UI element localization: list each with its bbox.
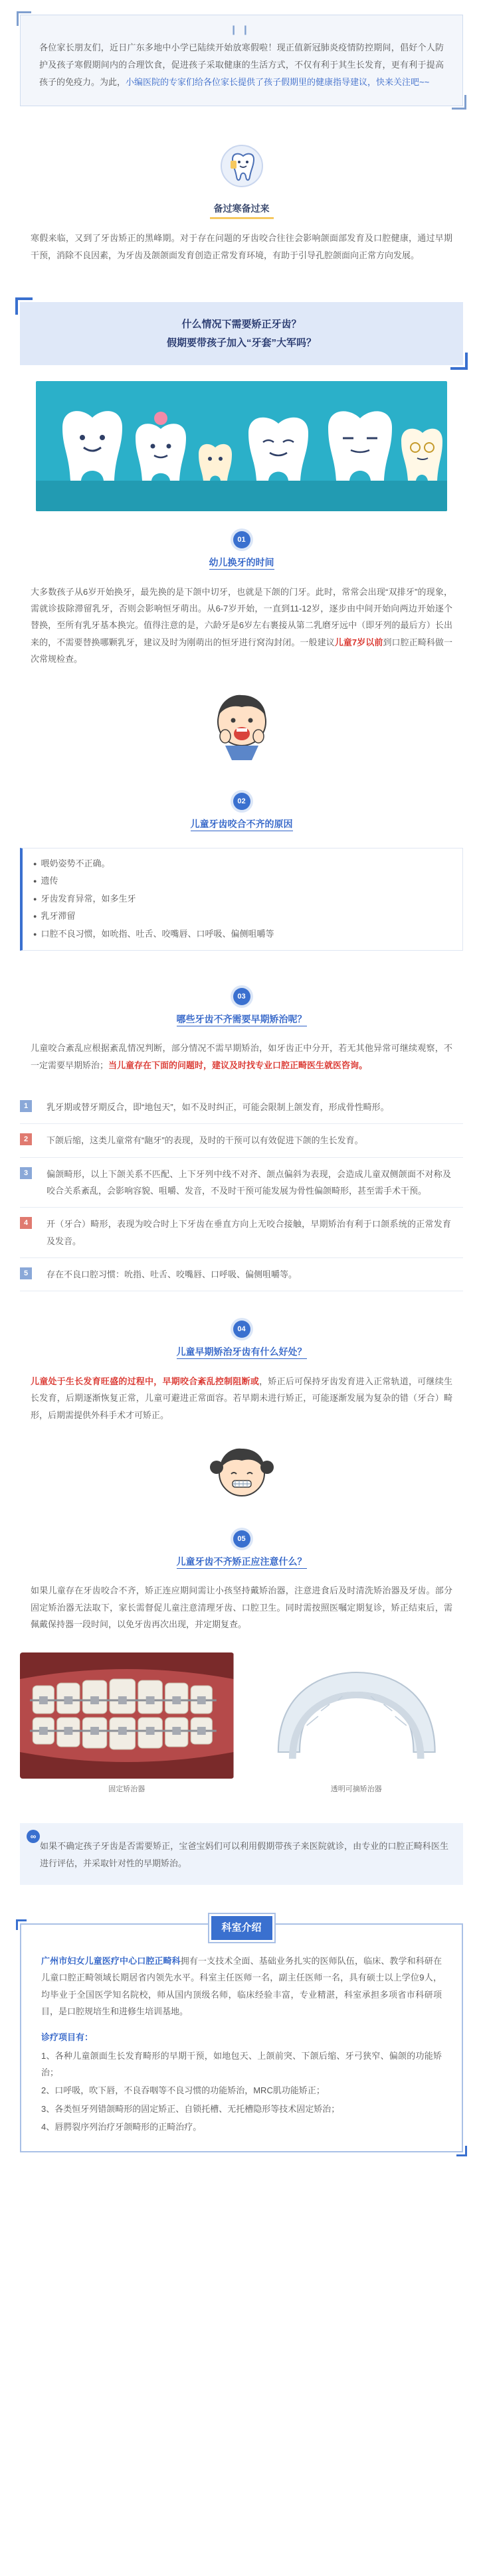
intro-text: 各位家长朋友们，近日广东多地中小学已陆续开始放寒假啦！现正值新冠肺炎疫情防控期间，倡好个人防护及孩子寒假期间内的合理饮食，促进孩子采取健康的生活方式，不仅有利于其生长发育，更有利于提高孩子的免疫力。为此，小编医院的专家们给各位家长提供了孩子假期里的健康指导建议，快来关注吧~~: [39, 42, 444, 87]
list-item: ● 乳牙滞留: [33, 908, 452, 926]
chat-icon: ∞: [27, 1830, 40, 1843]
tip-text: 如果不确定孩子牙齿是否需要矫正，宝爸宝妈们可以利用假期带孩子来医院就诊，由专业的口腔正畸科医生进行评估，并采取针对性的早期矫治。: [40, 1841, 448, 1868]
section-1-heading: [0, 531, 483, 572]
list-item: [20, 1158, 463, 1208]
corner-decoration: [452, 95, 466, 110]
question-line-1: 什么情况下需要矫正牙齿？: [181, 318, 302, 330]
section-5-text: 如果儿童存在牙齿咬合不齐，矫正连应期间需让小孩坚持戴矫治器，注意进食后及时清洗矫治器及牙齿。部分固定矫治器无法取下，家长需督促儿童注意清理牙齿、口腔卫生。同时需按照医嘱定期复诊，矫正结束后，需佩戴保持器一段时间，以免牙齿再次出现，并定期复查。: [31, 1585, 452, 1630]
causes-list: [20, 848, 463, 951]
list-item: 4、唇腭裂序列治疗牙颌畸形的正畸治疗。: [41, 2122, 202, 2133]
badge-text: 寒假来临，又到了牙齿矫正的黑峰期。对于存在问题的牙齿咬合往往会影响颌面部发育及口腔健康，通过早期干预，消除不良因素，为牙齿及颌颌面发育创造正常发育环境，有助于引导孔腔颌面向正常方向发展。: [31, 233, 452, 260]
scope-title: 诊疗项目有：: [41, 2032, 94, 2043]
list-item: 1、各种儿童颌面生长发育畸形的早期干预，如地包天、上颌前突、下颌后缩、牙弓狭窄、偏颌的功能矫治；: [41, 2050, 442, 2078]
corner-decoration: [17, 11, 31, 26]
tooth-figure-icon: [199, 444, 232, 481]
section-3-heading: [0, 988, 483, 1028]
tooth-figure-icon: [62, 411, 122, 481]
clear-aligner-image: [250, 1652, 464, 1779]
list-item: 3、各类恒牙列错颌畸形的固定矫正、自锁托槽、无托槽隐形等技术固定矫治；: [41, 2103, 340, 2114]
item-number: 4: [20, 1217, 32, 1229]
item-text: 开（牙合）畸形，表现为咬合时上下牙齿在垂直方向上无咬合接触，早期矫治有利于口颌系统的正常发育及发音。: [47, 1219, 451, 1246]
item-number: 3: [20, 1167, 32, 1179]
section-4-text: 儿童处于生长发育旺盛的过程中，早期咬合紊乱控制阻断或，矫正后可保持牙齿发育进入正常轨道，可继续生长发育，后期逐渐恢复正常，儿童可避进正常面容。若早期未进行矫正，可能逐渐发展为复杂的错（牙合）畸形，后期需提供外科手术才可矫正。: [31, 1376, 452, 1420]
corner-decoration: [16, 1919, 27, 1930]
section-number: 02: [233, 793, 250, 810]
tooth-figure-icon: [401, 429, 442, 481]
list-item: ● 喂奶姿势不正确。: [33, 855, 452, 873]
list-item: [20, 1091, 463, 1124]
clear-aligner-figure: [250, 1652, 464, 1797]
section-number: 01: [233, 531, 250, 548]
list-item: [20, 1208, 463, 1258]
tooth-figure-icon: [248, 418, 308, 481]
section-title: 儿童牙齿不齐矫正应注意什么？: [0, 1553, 483, 1571]
section-1-text: 大多数孩子从6岁开始换牙，最先换的是下颌中切牙，也就是下颌的门牙。此时，常常会出现“双排牙”的现象，需就诊拔除滞留乳牙，否则会影响恒牙萌出。从6-7岁开始，一直到11-12岁，逐步由中间开始向两边开始逐个替换，至所有乳牙基本换完。值得注意的是，六龄牙是6岁左右裹接从第二乳磨牙远中（即牙列的最后方）长出来的，不需要替换哪颗乳牙，建议及时为刚萌出的恒牙进行窝沟封闭。一般建议儿童7岁以前到口腔正畸科做一次常规检查。: [31, 586, 452, 664]
intro-card: [20, 15, 463, 106]
section-4-heading: [0, 1321, 483, 1361]
list-item: [20, 1124, 463, 1157]
child-mouth-illustration: [0, 687, 483, 773]
problems-list: [0, 1091, 483, 1291]
list-item: ● 口腔不良习惯，如吮指、吐舌、咬嘴唇、口呼吸、偏侧咀嚼等: [33, 926, 452, 943]
tooth-icon: [221, 145, 263, 187]
list-item: 2、口呼吸，吹下唇，不良吞咽等不良习惯的功能矫治，MRC肌功能矫正；: [41, 2085, 325, 2096]
braces-figures: [20, 1652, 463, 1797]
section-number: 03: [233, 988, 250, 1005]
item-text: 偏颌畸形，以上下颌关系不匹配、上下牙列中线不对齐、颌点偏斜为表现，会造成儿童双侧颌面不对称及咬合关系紊乱，会影响容貌、咀嚼、发音，不及时干预可能发展为骨性偏颌畸形，甚至需手术干预。: [47, 1168, 451, 1196]
department-intro: [20, 1923, 463, 2152]
pause-mark-icon: ❙❙: [229, 24, 254, 35]
badge-title: 备过寒备过来: [210, 200, 274, 220]
section-title: 哪些牙齿不齐需要早期矫治呢？: [0, 1010, 483, 1028]
tooth-badge: [0, 145, 483, 264]
list-item: ● 牙齿发育异常，如多生牙: [33, 890, 452, 908]
item-number: 1: [20, 1100, 32, 1112]
figure-caption: 透明可摘矫治器: [330, 1785, 382, 1794]
section-title: 儿童牙齿咬合不齐的原因: [0, 815, 483, 833]
section-5-heading: [0, 1530, 483, 1571]
intro-highlight: 小编医院的专家们给各位家长提供了孩子假期里的健康指导建议，快来关注吧~~: [126, 77, 430, 87]
tooth-figure-icon: [136, 412, 186, 481]
question-banner: [20, 302, 463, 365]
fixed-braces-image: [20, 1652, 234, 1779]
section-title: 幼儿换牙的时间: [0, 554, 483, 572]
cartoon-teeth-illustration: [36, 381, 447, 511]
item-number: 2: [20, 1133, 32, 1145]
fixed-appliance-figure: [20, 1652, 234, 1797]
item-number: 5: [20, 1267, 32, 1279]
department-tag: 科室介绍: [209, 1914, 274, 1943]
department-text: 广州市妇女儿童医疗中心口腔正畸科拥有一支技术全面、基础业务扎实的医师队伍，临床、教学和科研在儿童口腔正畸领域长期居省内领先水平。科室主任医师一名，副主任医师一名，具有硕士以上学位9人，均毕业于全国医学知名院校，师从国内顶级名师，临床经验丰富，专业精湛，科室承担多项省市科研项目，是口腔规培生和进修生培训基地。: [41, 1955, 442, 2016]
tip-box: [20, 1823, 463, 1885]
corner-decoration: [456, 2146, 467, 2156]
question-line-2: 假期要带孩子加入“牙套”大军吗？: [166, 337, 316, 349]
figure-caption: 固定矫治器: [108, 1785, 145, 1794]
item-text: 存在不良口腔习惯：吮指、吐舌、咬嘴唇、口呼吸、偏侧咀嚼等。: [47, 1269, 298, 1280]
section-2-heading: [0, 793, 483, 833]
tooth-figure-icon: [328, 411, 392, 481]
list-item: ● 遗传: [33, 872, 452, 890]
item-text: 下颌后缩，这类儿童常有“龅牙”的表现，及时的干预可以有效促进下颌的生长发育。: [47, 1135, 363, 1146]
girl-smile-illustration: [0, 1437, 483, 1516]
list-item: [20, 1258, 463, 1291]
section-number: 05: [233, 1530, 250, 1548]
section-number: 04: [233, 1321, 250, 1338]
section-3-text: 儿童咬合紊乱应根据紊乱情况判断，部分情况不需早期矫治，如牙齿正中分开，若无其他异常可继续观察，不一定需要早期矫治；当儿童存在下面的问题时，建议及时找专业口腔正畸医生就医咨询。: [31, 1043, 452, 1070]
section-title: 儿童早期矫治牙齿有什么好处？: [0, 1343, 483, 1361]
item-text: 乳牙期或替牙期反合，即“地包天”，如不及时纠正，可能会限制上颌发育，形成骨性畸形。: [47, 1102, 389, 1113]
